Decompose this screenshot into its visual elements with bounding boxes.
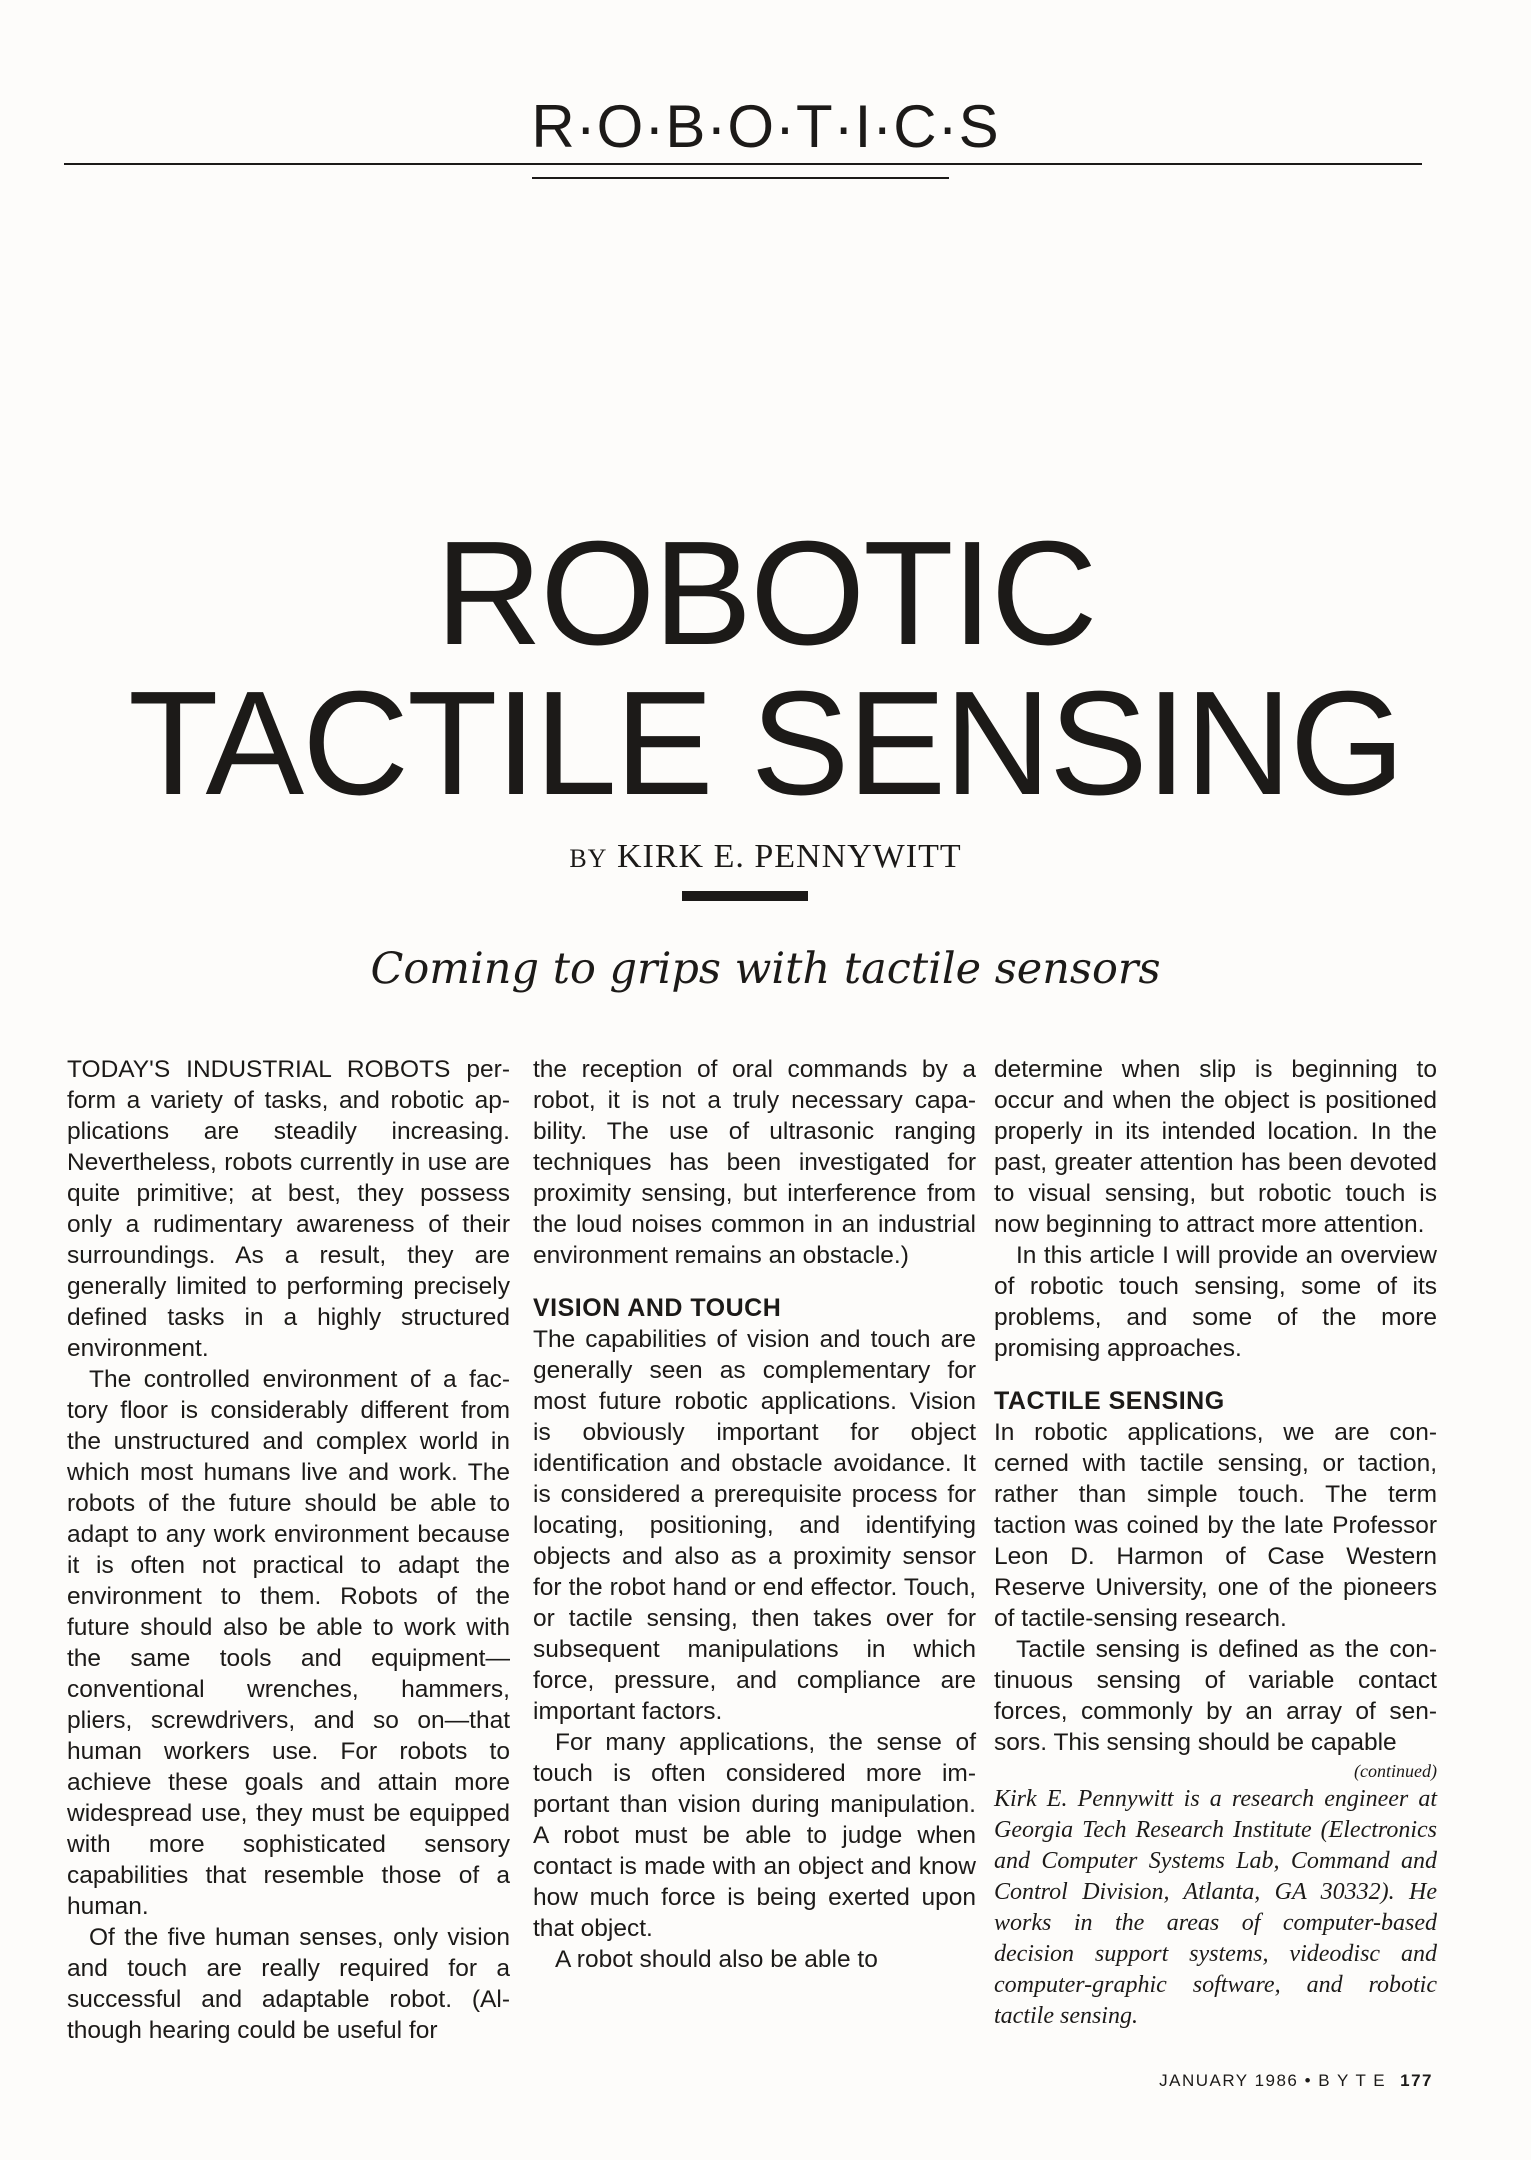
paragraph: determine when slip is beginning to occur and when the object is positioned properly in its intended location. In the past, greater attention has been devoted to visual sensing, but robotic touch is now beginning to attract more attention.	[994, 1056, 1437, 1238]
paragraph: For many applications, the sense of touch is often considered more important than vision during manipulation. A robot must be able to judge when contact is made with an object and know how much force is being exerted upon that object.	[533, 1729, 976, 1942]
byline-bar	[682, 891, 808, 901]
article-deck: Coming to grips with tactile sensors	[370, 944, 1161, 994]
paragraph: The capabilities of vision and touch are generally seen as complementary for most future robotic applications. Vision is obviously important for object identification and obstacle avoidance. It is considered a prerequisite process for locating, positioning, and identifying objects and also as a proximity sensor for the robot hand or end effector. Touch, or tactile sensing, then takes over for subsequent manipulations in which force, pressure, and compliance are important factors.	[533, 1326, 976, 1725]
paragraph: A robot should also be able to	[555, 1946, 878, 1973]
column-3	[994, 1054, 1437, 2032]
paragraph: In robotic applications, we are concerned with tactile sensing, or taction, rather than simple touch. The term taction was coined by the late Professor Leon D. Harmon of Case Western Reserve University, one of the pioneers of tactile-sensing research.	[994, 1419, 1437, 1632]
header-rule	[64, 163, 1422, 165]
author-bio: Kirk E. Pennywitt is a research engineer at Georgia Tech Research Institute (Electronics and Computer Systems Lab, Command and Control Division, Atlanta, GA 30332). He works in the areas of computer-based decision support systems, videodisc and computer-graphic software, and robotic tactile sensing.	[994, 1786, 1437, 2029]
paragraph: the reception of oral commands by a robot, it is not a truly necessary capability. The use of ultrasonic ranging techniques has been investigated for proximity sensing, but interference from the loud noises common in an industrial environment remains an obstacle.)	[533, 1056, 976, 1269]
column-2	[533, 1054, 976, 1975]
column-1	[67, 1054, 510, 2046]
paragraph: Of the five human senses, only vision and touch are really required for a successful and adaptable robot. (Although hearing could be useful for	[67, 1924, 510, 2044]
paragraph: Tactile sensing is defined as the continuous sensing of variable contact forces, commonly by an array of sensors. This sensing should be capable	[994, 1636, 1437, 1756]
section-heading-tactile-sensing: TACTILE SENSING	[994, 1387, 1225, 1415]
article-title-line-1: ROBOTIC	[435, 511, 1096, 676]
paragraph: TODAY'S INDUSTRIAL ROBOTS perform a variety of tasks, and robotic applications are steadily increasing. Nevertheless, robots currently in use are quite primitive; at best, they possess only a rudimentary awareness of their surroundings. As a result, they are generally limited to performing precisely defined tasks in a highly structured environment.	[67, 1056, 510, 1362]
author-name: KIRK E. PENNYWITT	[616, 838, 962, 875]
continued-note: (continued)	[1354, 1761, 1437, 1781]
byline-prefix: BY	[569, 844, 608, 873]
page-number: 177	[1400, 2071, 1433, 2090]
issue-label: JANUARY 1986 • B Y T E	[1159, 2071, 1387, 2090]
section-header: R·O·B·O·T·I·C·S	[531, 93, 1000, 160]
header-subrule	[532, 177, 949, 179]
paragraph: The controlled environment of a factory floor is considerably different from the unstructured and complex world in which most humans live and work. The robots of the future should be able to adapt to any work environment because it is often not practical to adapt the environment to them. Robots of the future should also be able to work with the same tools and equipment—conventional wrenches, hammers, pliers, screwdrivers, and so on—that human workers use. For robots to achieve these goals and attain more widespread use, they must be equipped with more sophisticated sensory capabilities that resemble those of a human.	[67, 1366, 510, 1920]
byline	[0, 838, 1531, 876]
paragraph: In this article I will provide an overview of robotic touch sensing, some of its problems, and some of the more promising approaches.	[994, 1242, 1437, 1362]
page-footer	[1159, 2071, 1433, 2091]
section-heading-vision-touch: VISION AND TOUCH	[533, 1294, 782, 1322]
article-title-line-2: TACTILE SENSING	[128, 661, 1403, 826]
